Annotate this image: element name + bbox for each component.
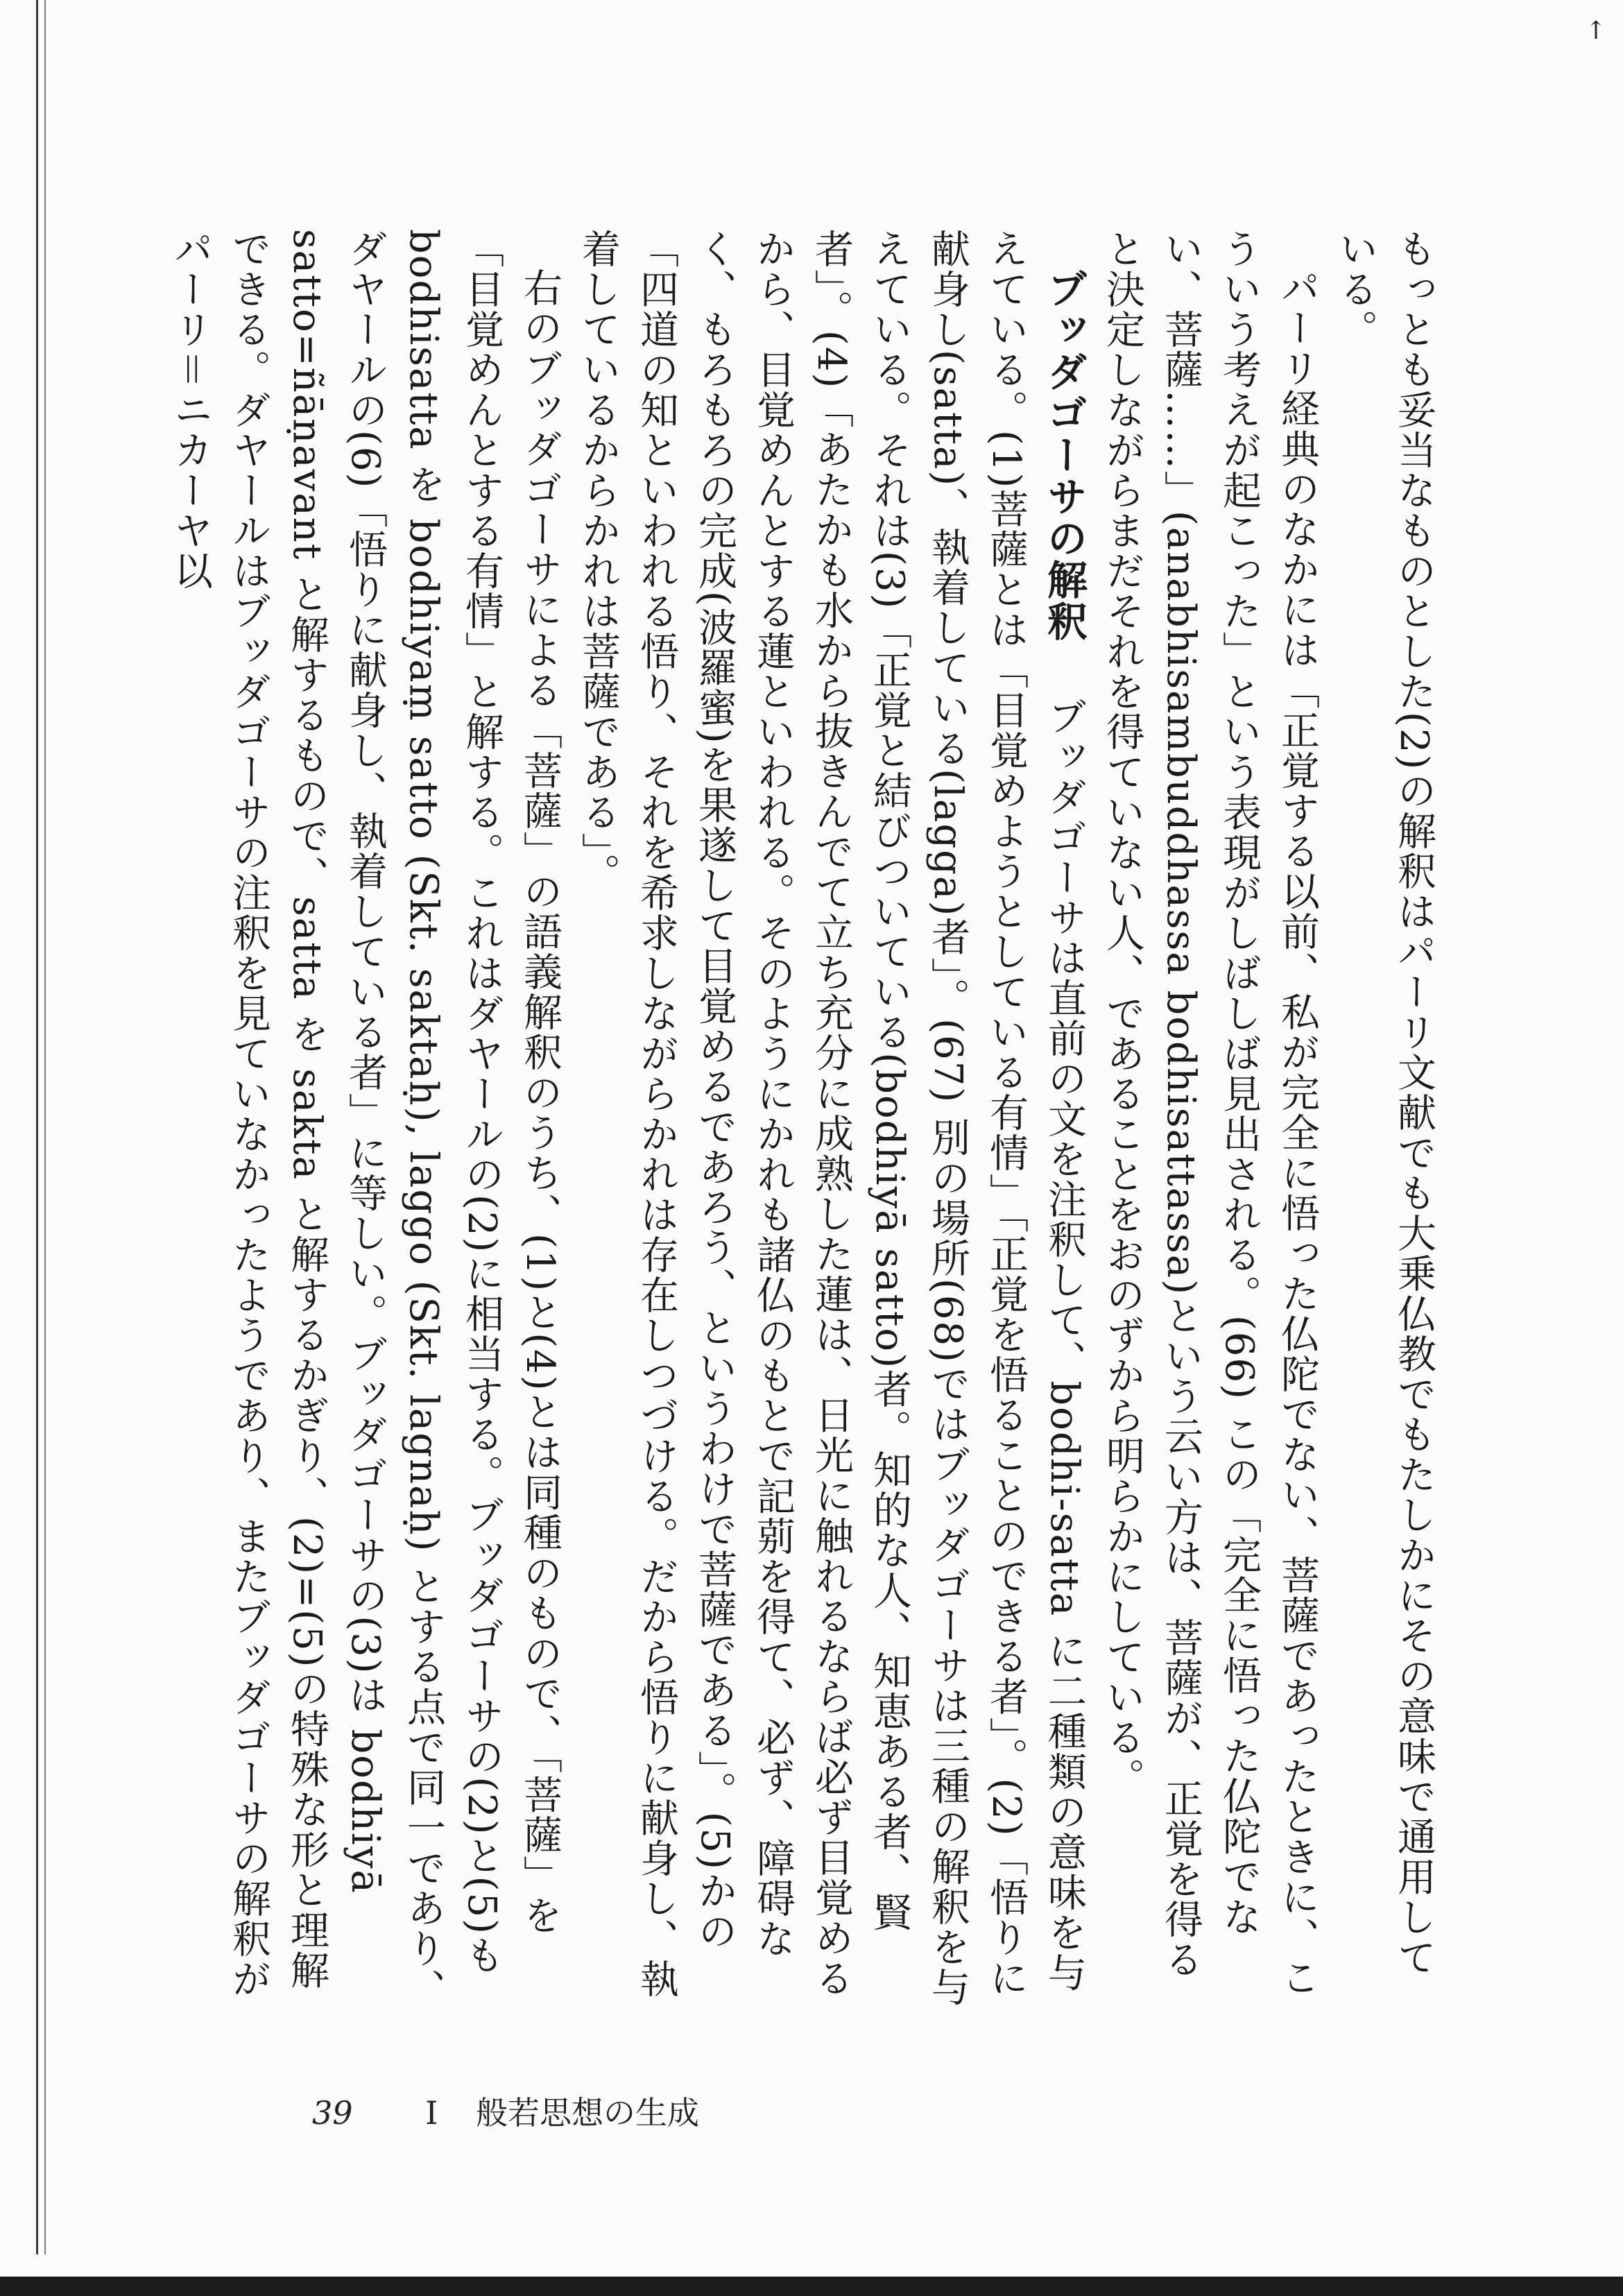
chapter-title: 般若思想の生成 (475, 2094, 699, 2132)
corner-mark: ↑ (1585, 17, 1606, 45)
scan-edge-line (36, 0, 38, 2254)
paragraph-3 (569, 229, 1093, 2012)
paragraph-3-body: ブッダゴーサは直前の文を注釈して、bodhi-satta に二種類の意味を与えている。(1)菩薩とは「目覚めようとしている有情」「正覚を悟ることのできる者」。(2)「悟りに献身し(satta)、執着している(lagga)者」。(67) 別の場所(68)ではブッダゴーサは三種の解釈を与えている。それは(3)「正覚と結びついている(bodhiyā satto)者。知的な人、知恵ある者、賢者」。(4)「あたかも水から抜きんでて立ち充分に成熟した蓮は、日光に触れるならば必ず目覚めるから、目覚めんとする蓮といわれる。そのようにかれも諸仏のもとで記莂を得て、必ず、障碍なく、もろもろの完成(波羅蜜)を果遂して目覚めるであろう、というわけで菩薩である」。(5)かの「四道の知といわれる悟り、それを希求しながらかれは存在しつづける。だから悟りに献身し、執着しているからかれは菩薩である」。 (576, 229, 1087, 2007)
paragraph-1: もっとも妥当なものとした(2)の解釈はパーリ文献でも大乗仏教でもたしかにその意味で通用している。 (1333, 229, 1436, 1978)
scan-bottom-edge (0, 2277, 1623, 2296)
page-number: 39 (312, 2094, 353, 2132)
section-title: ブッダゴーサの解釈 (1040, 268, 1088, 642)
part-numeral: I (425, 2094, 438, 2132)
page-footer (312, 2088, 699, 2134)
scan-edge-line-inner (44, 0, 46, 2254)
paragraph-2: パーリ経典のなかには「正覚する以前、私が完全に悟った仏陀でない、菩薩であったときに、こういう考えが起こった」という表現がしばしば見出される。(66) この「完全に悟った仏陀でない、菩薩……」(anabhisambuddhassa bodhisattassa)という云い方は、菩薩が、正覚を得ると決定しながらまだそれを得ていない人、であることをおのずから明らかにしている。 (1100, 229, 1320, 1998)
body-text (168, 229, 1443, 2012)
paragraph-4: 右のブッダゴーサによる「菩薩」の語義解釈のうち、(1)と(4)とは同種のもので、「菩薩」を「目覚めんとする有情」と解する。これはダヤールの(2)に相当する。ブッダゴーサの(2)と(5)も bodhisatta を bodhiyaṃ satto (Skt. saktaḥ), laggo (Skt. lagnaḥ) とする点で同一であり、ダヤールの(6)「悟りに献身し、執着している者」に等しい。ブッダゴーサの(3)は bodhiyā satto=ñāṇavant と解するもので、satta を sakta と解するかぎり、(2)=(5)の特殊な形と理解できる。ダヤールはブッダゴーサの注釈を見ていなかったようであり、またブッダゴーサの解釈がパーリ＝ニカーヤ以 (168, 229, 563, 2010)
